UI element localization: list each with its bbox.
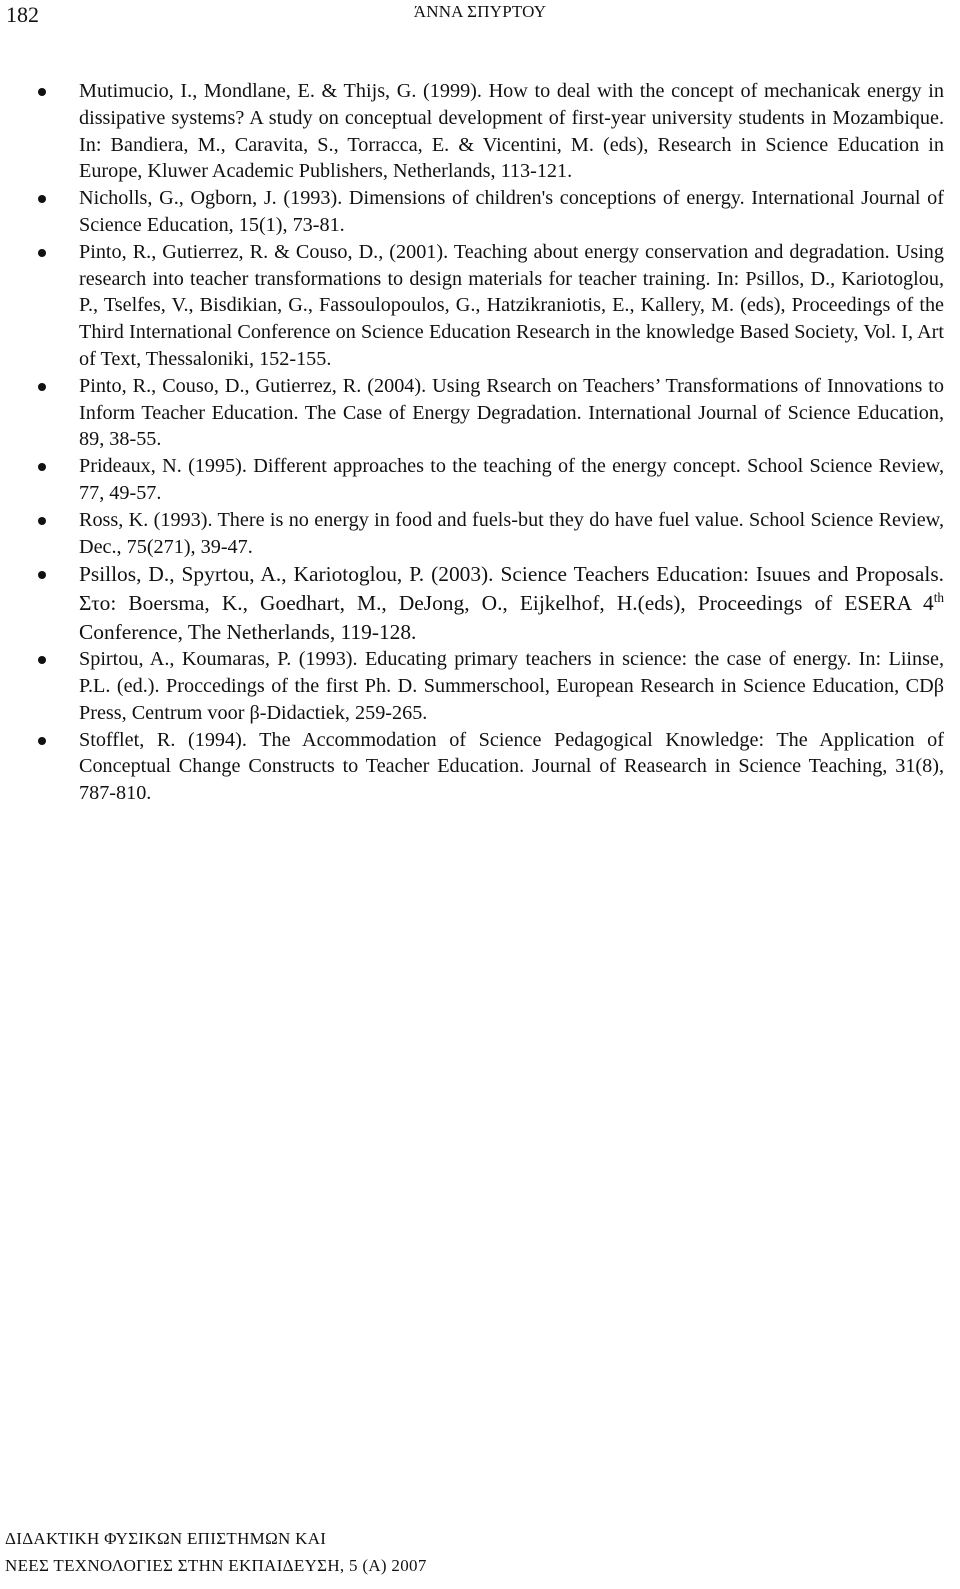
reference-item: [38, 185, 944, 239]
page-number: 182: [6, 2, 39, 27]
ordinal-superscript: th: [933, 589, 944, 605]
bullet-icon: [38, 517, 46, 525]
bullet-icon: [38, 383, 46, 391]
bullet-icon: [38, 249, 46, 257]
reference-text: Pinto, R., Gutierrez, R. & Couso, D., (2001). Teaching about energy conservation and degradation. Using research into teacher transformations to design materials for teacher training. In: Psillos, D., Kariotoglou, P., Tselfes, V., Bisdikian, G., Fassoulopoulos, G., Hatzikraniotis, E., Kallery, M. (eds), Proceedings of the Third International Conference on Science Education Research in the knowledge Based Society, Vol. I, Art of Text, Thessaloniki, 152-155.: [79, 240, 944, 370]
bullet-icon: [38, 737, 46, 745]
bullet-icon: [38, 656, 46, 664]
reference-text: Nicholls, G., Ogborn, J. (1993). Dimensions of children's conceptions of energy. International Journal of Science Education, 15(1), 73-81.: [79, 187, 944, 236]
reference-text: Prideaux, N. (1995). Different approaches to the teaching of the energy concept. School Science Review, 77, 49-57.: [79, 455, 944, 504]
footer-line-1: ΔΙΔΑΚΤΙΚΗ ΦΥΣΙΚΩΝ ΕΠΙΣΤΗΜΩΝ ΚΑΙ: [5, 1529, 327, 1548]
reference-text: Spirtou, A., Koumaras, P. (1993). Educating primary teachers in science: the case of energy. In: Liinse, P.L. (ed.). Proccedings of the first Ph. D. Summerschool, European Research in Science Education, CDβ Press, Centrum voor β-Didactiek, 259-265.: [79, 648, 944, 724]
reference-text-part: Psillos, D., Spyrtou, A., Kariotoglou, P. (2003). Science Teachers Education: Isuues and Proposals. Στο: Boersma, K., Goedhart, M., DeJong, O., Eijkelhof, H.(eds), Proceedings of ESERA 4: [79, 562, 944, 615]
bullet-icon: [38, 88, 46, 96]
reference-text: Ross, K. (1993). There is no energy in food and fuels-but they do have fuel value. School Science Review, Dec., 75(271), 39-47.: [79, 508, 944, 558]
reference-text: Stofflet, R. (1994). The Accommodation of Science Pedagogical Knowledge: The Application of Conceptual Change Constructs to Teacher Education. Journal of Reasearch in Science Teaching, 31(8), 787-810.: [79, 728, 944, 805]
reference-item: [38, 560, 944, 646]
journal-footer: [5, 1525, 427, 1579]
bullet-icon: [38, 463, 46, 471]
reference-text: [79, 562, 944, 643]
reference-item: [38, 453, 944, 507]
reference-item: [38, 239, 944, 373]
reference-text-part: Conference, The Netherlands, 119-128.: [79, 619, 417, 644]
reference-item: [38, 646, 944, 726]
reference-item: [38, 507, 944, 561]
running-head: ΆΝΝΑ ΣΠΥΡΤΟΥ: [413, 2, 547, 21]
reference-text: Pinto, R., Couso, D., Gutierrez, R. (2004). Using Rsearch on Teachers’ Transformations of Innovations to Inform Teacher Education. The Case of Energy Degradation. International Journal of Science Education, 89, 38-55.: [79, 374, 944, 451]
bullet-icon: [38, 195, 46, 203]
reference-item: [38, 727, 944, 807]
reference-list: [38, 78, 944, 807]
reference-item: [38, 373, 944, 453]
reference-text: Mutimucio, I., Mondlane, E. & Thijs, G. (1999). How to deal with the concept of mechanicak energy in dissipative systems? A study on conceptual development of first-year university students in Mozambique. In: Bandiera, M., Caravita, S., Torracca, E. & Vicentini, M. (eds), Research in Science Education in Europe, Kluwer Academic Publishers, Netherlands, 113-121.: [79, 80, 944, 183]
footer-line-2: ΝΕΕΣ ΤΕΧΝΟΛΟΓΙΕΣ ΣΤΗΝ ΕΚΠΑΙΔΕΥΣΗ, 5 (Α) 2007: [5, 1556, 427, 1575]
bullet-icon: [38, 571, 46, 579]
reference-item: [38, 78, 944, 185]
